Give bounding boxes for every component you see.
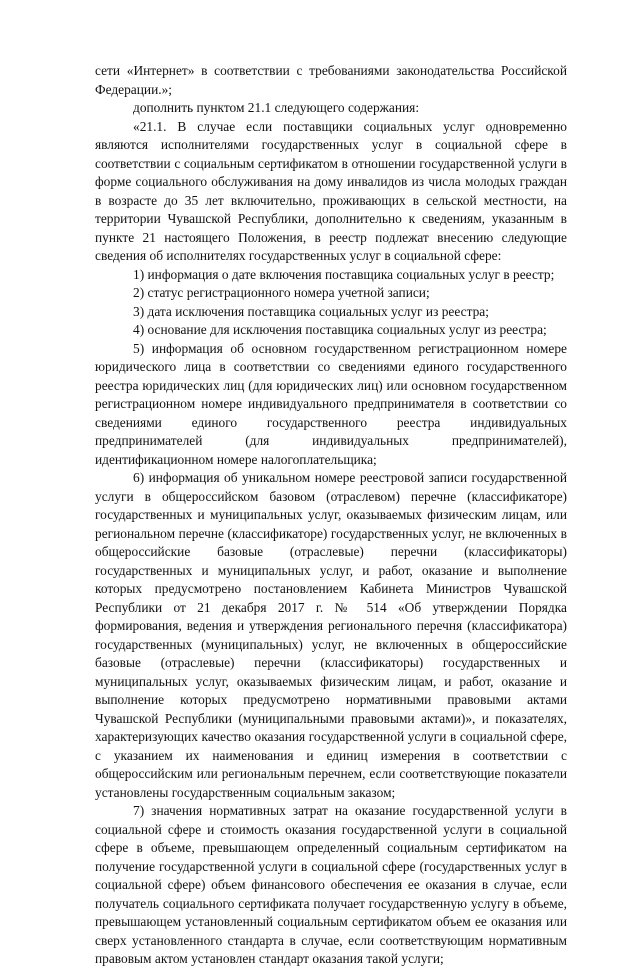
list-item-3: 3) дата исключения поставщика социальных услуг из реестра;: [133, 303, 489, 319]
paragraph-intro: дополнить пунктом 21.1 следующего содержания:: [133, 100, 420, 115]
document-page: [95, 62, 567, 969]
paragraph-21-1: «21.1. В случае если поставщики социальных услуг одновременно являются исполнителями государственных услуг в социальной сфере в соответствии с социальным сертификатом в отношении государственной услуги в форме социального обслуживания на дому инвалидов из числа молодых граждан в возрасте до 35 лет включительно, проживающих в сельской местности, на территории Чувашской Республики, дополнительно к сведениям, указанным в пункте 21 настоящего Положения, в реестр подлежат внесению следующие сведения об исполнителях государственных услуг в социальной сфере:: [95, 118, 567, 263]
list-item-7: 7) значения нормативных затрат на оказание государственной услуги в социальной сфере и стоимость оказания государственной услуги в социальной сфере в объеме, превышающем определенный социальным сертификатом на получение государственной услуги в социальной сфере (государственных услуг в социальной сфере) объем финансового обеспечения ее оказания в случае, если получатель социального сертификата получает государственную услугу в объеме, превышающем установленный социальным сертификатом объем ее оказания или сверх установленного стандарта в случае, если соответствующим нормативным правовым актом установлен стандарт оказания такой услуги;: [95, 803, 567, 966]
paragraph-continuation: сети «Интернет» в соответствии с требованиями законодательства Российской Федерации.»;: [95, 63, 567, 97]
list-item-1: 1) информация о дате включения поставщика социальных услуг в реестр;: [133, 266, 555, 282]
list-item-4: 4) основание для исключения поставщика социальных услуг из реестра;: [133, 322, 547, 337]
list-item-5: 5) информация об основном государственном регистрационном номере юридического лица в соответствии со сведениями единого государственного реестра юридических лиц (для юридических лиц) или основном государственном регистрационном номере индивидуального предпринимателя в соответствии со сведениями единого государственного реестра индивидуальных предпринимателей (для индивидуальных предпринимателей), идентификационном номере налогоплательщика;: [95, 340, 567, 467]
list-item-6: 6) информация об уникальном номере реестровой записи государственной услуги в общероссийском базовом (отраслевом) перечне (классификаторе) государственных и муниципальных услуг, оказываемых физическим лицам, или региональном перечне (классификаторе) государственных услуг, не включенных в общероссийские базовые (отраслевые) перечни (классификаторы) государственных и муниципальных услуг, и работ, оказание и выполнение которых предусмотрено постановлением Кабинета Министров Чувашской Республики от 21 декабря 2017 г. № 514 «Об утверждении Порядка формирования, ведения и утверждения регионального перечня (классификатора) государственных (муниципальных) услуг, не включенных в общероссийские базовые (отраслевые) перечни (классификаторы) государственных и муниципальных услуг, оказываемых физическим лицам, и работ, оказание и выполнение которых предусмотрено нормативными правовыми актами Чувашской Республики (муниципальными правовыми актами)», и показателях, характеризующих качество оказания государственной услуги в социальной сфере, с указанием их наименования и единиц измерения в соответствии с общероссийским или региональным перечнем, если соответствующие показатели установлены государственным социальным заказом;: [95, 470, 567, 800]
list-item-2: 2) статус регистрационного номера учетной записи;: [133, 285, 430, 300]
